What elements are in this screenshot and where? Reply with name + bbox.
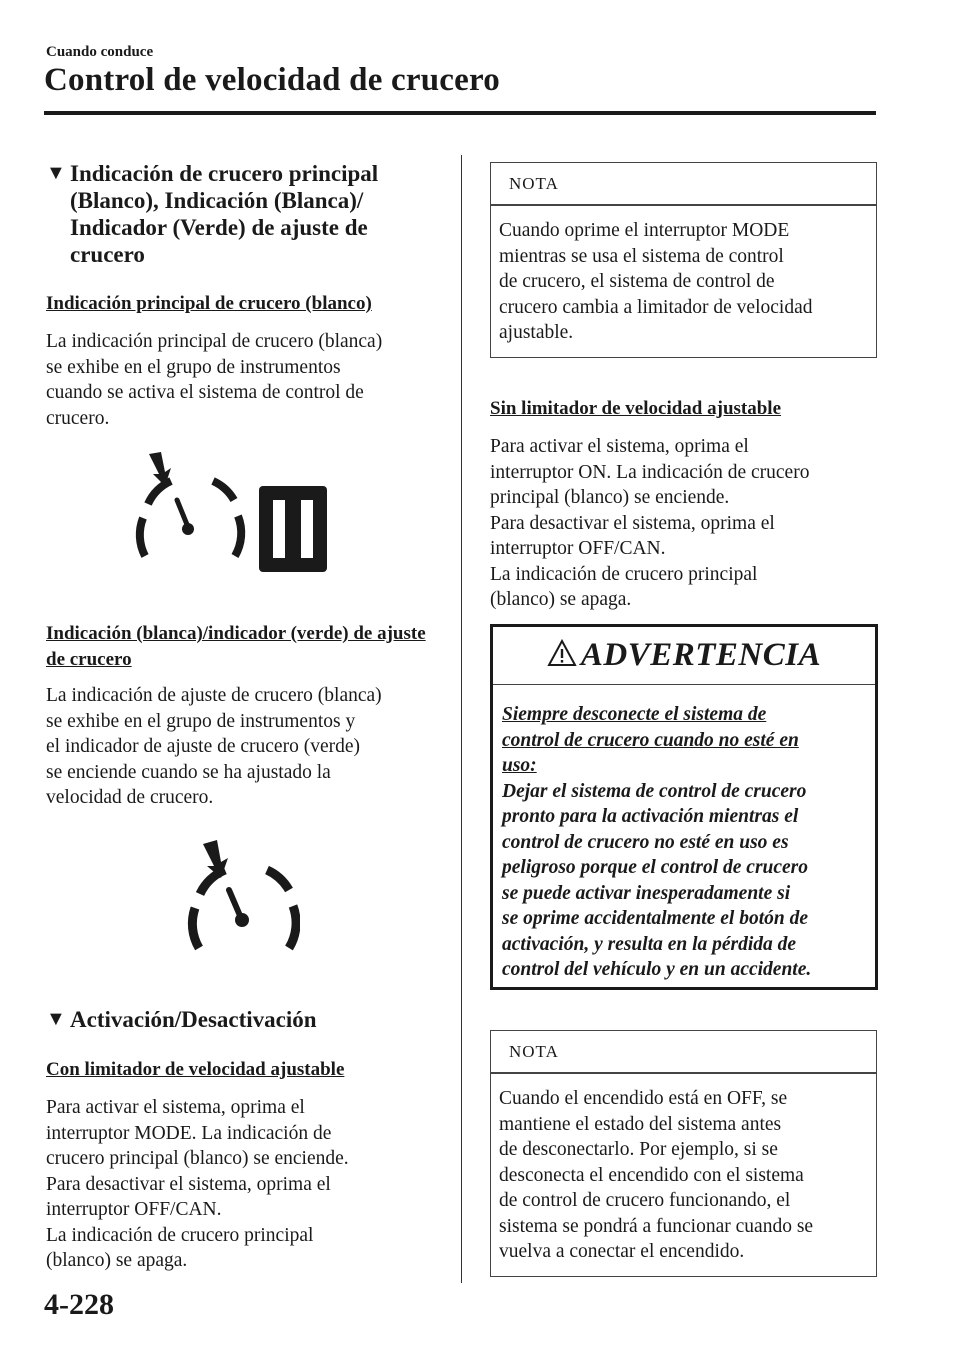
- title-rule: [44, 111, 876, 115]
- warning-header: [493, 627, 875, 685]
- cruise-main-indicator-icon: [135, 452, 330, 572]
- subheading-set-indicator: Indicación (blanca)/indicador (verde) de ajuste de crucero: [46, 623, 426, 670]
- cruise-set-indicator-icon: [185, 840, 300, 960]
- warning-text: Dejar el sistema de control de crucero pronto para la activación mientras el control de crucero no esté en uso es peligroso porque el control de crucero se puede activar inesperadamente si se oprime accidentalmente el botón de activación, y resulta en la pérdida de control del vehículo y en un accidente.: [502, 780, 812, 980]
- subheading-without-limiter: Sin limitador de velocidad ajustable: [490, 398, 782, 419]
- warning-box: [490, 624, 878, 990]
- section-heading-indicators: [46, 160, 416, 268]
- note-body: Cuando el encendido está en OFF, se mantiene el estado del sistema antes de desconectarlo. Por ejemplo, si se desconecta el encendido con el sistema de control de crucero funcionando, el sistema se pondrá a funcionar cuando se vuelva a conectar el encendido.: [499, 1088, 814, 1262]
- note-title: NOTA: [509, 174, 559, 193]
- paragraph-set-indicator: La indicación de ajuste de crucero (blanca) se exhibe en el grupo de instrumentos y el indicador de ajuste de crucero (verde) se enciende cuando se ha ajustado la velocidad de crucero.: [46, 685, 382, 808]
- section-heading-text: Indicación de crucero principal (Blanco), Indicación (Blanca)/ Indicador (Verde) de ajuste de crucero: [70, 161, 379, 267]
- warning-triangle-icon: [547, 639, 577, 667]
- note-box-mode: [490, 162, 877, 358]
- warning-title: ADVERTENCIA: [580, 637, 822, 673]
- section-heading-text: Activación/Desactivación: [70, 1007, 317, 1032]
- section-heading-activation: [46, 1006, 426, 1033]
- subheading-main-indicator: Indicación principal de crucero (blanco): [46, 293, 372, 314]
- note-divider: [491, 1072, 876, 1074]
- warning-lead: Siempre desconecte el sistema de control de crucero cuando no esté en uso:: [502, 704, 799, 776]
- note-title: NOTA: [509, 1042, 559, 1061]
- paragraph-without-limiter: Para activar el sistema, oprima el interruptor ON. La indicación de crucero principal (blanco) se enciende. Para desactivar el sistema, oprima el interruptor OFF/CAN. La indicación de crucero principal (blanco) se apaga.: [490, 436, 810, 610]
- warning-body: [502, 702, 867, 983]
- chapter-label: Cuando conduce: [46, 44, 154, 60]
- column-divider: [461, 155, 462, 1283]
- page-title: Control de velocidad de crucero: [44, 62, 500, 98]
- paragraph-main-indicator: La indicación principal de crucero (blanca) se exhibe en el grupo de instrumentos cuando se activa el sistema de control de crucero.: [46, 331, 383, 429]
- note-divider: [491, 204, 876, 206]
- triangle-bullet-icon: ▼: [46, 162, 66, 184]
- subheading-with-limiter: Con limitador de velocidad ajustable: [46, 1059, 345, 1080]
- triangle-bullet-icon: ▼: [46, 1008, 66, 1030]
- paragraph-with-limiter: Para activar el sistema, oprima el interruptor MODE. La indicación de crucero principal (blanco) se enciende. Para desactivar el sistema, oprima el interruptor OFF/CAN. La indicación de crucero principal (blanco) se apaga.: [46, 1097, 349, 1271]
- note-body: Cuando oprime el interruptor MODE mientras se usa el sistema de control de crucero, el sistema de control de crucero cambia a limitador de velocidad ajustable.: [499, 220, 813, 343]
- note-box-ignition: [490, 1030, 877, 1277]
- page-number: 4-228: [44, 1288, 114, 1321]
